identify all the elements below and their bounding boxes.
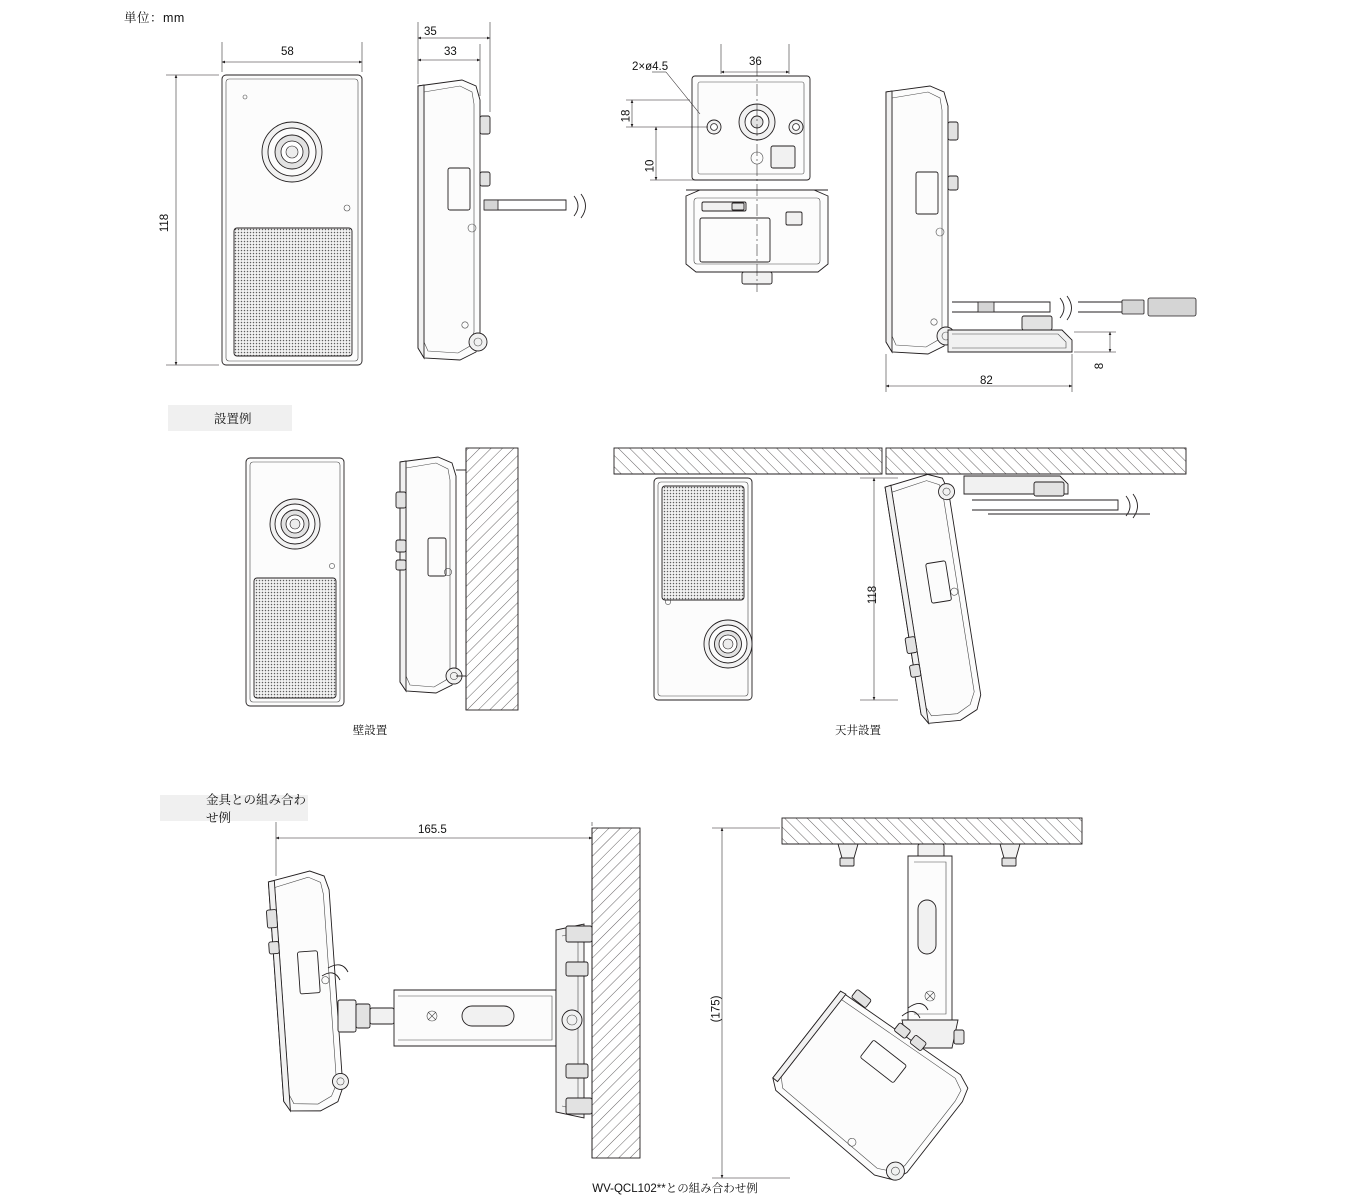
dim-bracket-ceiling-drop: (175)	[710, 995, 723, 1023]
front-view	[166, 42, 362, 365]
dim-hole-note: 2×ø4.5	[632, 61, 669, 73]
bracket-ceiling-combination	[712, 818, 1082, 1190]
wall-mount-example	[246, 448, 518, 710]
dim-top-width: 36	[749, 56, 762, 68]
dim-front-height: 118	[159, 213, 172, 233]
dim-front-width: 58	[281, 46, 294, 58]
dim-side-bracket-depth: 82	[980, 375, 993, 387]
dim-ceiling-height: 118	[867, 585, 880, 605]
dim-hole-offset-18: 18	[620, 109, 633, 123]
dim-hole-offset-10: 10	[644, 159, 657, 173]
top-view-mount-base	[626, 44, 828, 292]
caption-bracket-combo: WV-QCL102**との組み合わせ例	[592, 1183, 758, 1195]
unit-note: 単位：mm	[124, 11, 185, 25]
caption-ceiling-mount: 天井設置	[835, 725, 881, 737]
side-view	[418, 22, 586, 360]
side-view-with-mount	[886, 86, 1196, 392]
section-label-install-example: 設置例	[214, 412, 252, 426]
dim-side-depth-total: 35	[424, 26, 437, 38]
dim-side-depth-body: 33	[444, 46, 457, 58]
bracket-wall-combination	[264, 822, 640, 1158]
section-label-bracket-example: 金具との組み合わせ例	[206, 793, 307, 825]
caption-wall-mount: 壁設置	[352, 725, 388, 737]
dim-bracket-thickness: 8	[1094, 362, 1107, 370]
ceiling-mount-example	[614, 448, 1186, 727]
dim-bracket-wall-reach: 165.5	[418, 824, 447, 836]
